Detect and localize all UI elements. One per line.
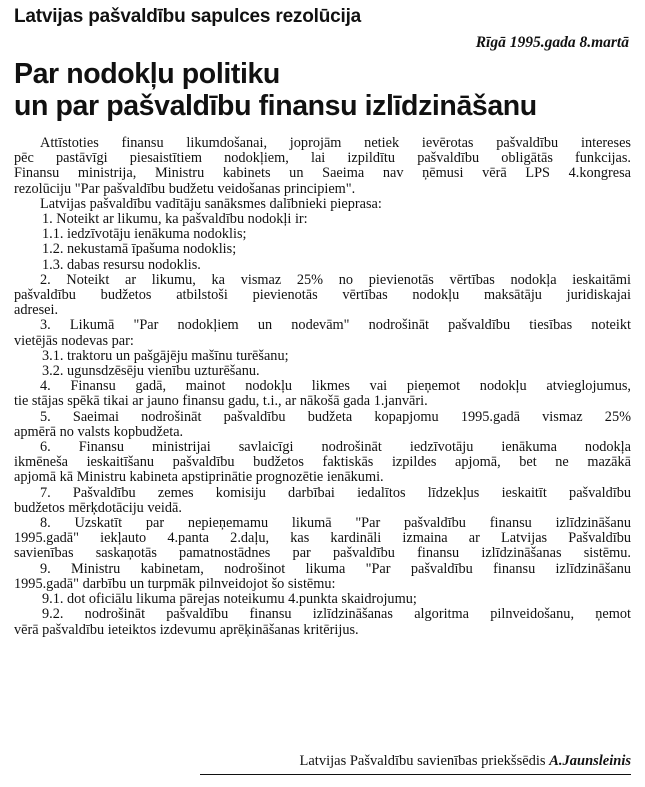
- body-line: rezolūciju "Par pašvaldību budžetu veidošanas principiem".: [14, 181, 356, 197]
- body-line: savienības saskaņotās pamatnostādnes par pašvaldību finansu izlīdzināšanas sistēmu.: [14, 546, 631, 562]
- body-line: 2. Noteikt ar likumu, ka vismaz 25% no pievienotās vērtības nodokļa ieskaitāmi: [40, 272, 631, 288]
- signature-name: A.Jaunsleinis: [549, 753, 631, 769]
- body-line: pašvaldību budžetos atbilstoši pievienotās vērtības nodokļu maksātāju juridiskajai: [14, 288, 631, 304]
- article-body: [14, 136, 631, 638]
- dateline: Rīgā 1995.gada 8.martā: [475, 34, 629, 51]
- bottom-rule: [200, 774, 631, 775]
- body-line: adresei.: [14, 303, 59, 319]
- body-line: 1995.gadā" darbību un turpmāk pilnveidojot šo sistēmu:: [14, 576, 336, 592]
- title-line-1: Par nodokļu politiku: [14, 58, 280, 90]
- article-title: [14, 58, 537, 122]
- body-line: 3. Likumā "Par nodokļiem un nodevām" nodrošināt pašvaldību tiesības noteikt: [40, 318, 631, 334]
- body-line: 1.1. iedzīvotāju ienākuma nodoklis;: [42, 227, 247, 243]
- body-line: budžetos mērķdotāciju veidā.: [14, 500, 182, 516]
- title-line-2: un par pašvaldību finansu izlīdzināšanu: [14, 90, 537, 122]
- body-line: 8. Uzskatīt par nepieņemamu likumā "Par pašvaldību finansu izlīdzināšanu: [40, 516, 631, 532]
- body-line: pēc pastāvīgi piesaistītiem nodokļiem, lai izpildītu pašvaldību obligātās funkcijas.: [14, 151, 631, 167]
- body-line: 7. Pašvaldību zemes komisiju darbībai iedalītos līdzekļus ieskaitīt pašvaldību: [40, 485, 631, 501]
- body-line: Attīstoties finansu likumdošanai, joprojām netiek ievērotas pašvaldību intereses: [40, 136, 631, 151]
- body-line: apjomā kā Ministru kabineta apstiprinātie prognozētie ienākumi.: [14, 470, 384, 486]
- body-line: 1.2. nekustamā īpašuma nodoklis;: [42, 242, 237, 258]
- resolution-header: Latvijas pašvaldību sapulces rezolūcija: [14, 6, 362, 27]
- signature-role: Latvijas Pašvaldību savienības priekšsēdis: [299, 753, 546, 769]
- body-line: apmērā no valsts kopbudžeta.: [14, 424, 184, 440]
- body-line: tie stājas spēkā tikai ar jauno finansu gadu, t.i., ar nākošā gada 1.janvāri.: [14, 394, 428, 410]
- body-line: 1. Noteikt ar likumu, ka pašvaldību nodokļi ir:: [42, 212, 308, 228]
- body-line: 9.1. dot oficiālu likuma pārejas noteikumu 4.punkta skaidrojumu;: [42, 592, 417, 608]
- body-line: 1.3. dabas resursu nodoklis.: [42, 257, 201, 273]
- body-line: vietējās nodevas par:: [14, 333, 134, 349]
- signature: [300, 753, 631, 770]
- body-line: 9.2. nodrošināt pašvaldību finansu izlīdzināšanas algoritma pilnveidošanu, ņemot: [42, 607, 631, 623]
- body-line: 9. Ministru kabinetam, nodrošinot likuma "Par pašvaldību finansu izlīdzināšanu: [40, 561, 631, 577]
- body-line: 3.1. traktoru un pašgājēju mašīnu turēšanu;: [42, 348, 289, 364]
- body-line: 4. Finansu gadā, mainot nodokļu likmes vai pieņemot nodokļu atvieglojumus,: [40, 379, 631, 395]
- body-line: ikmēneša ieskaitīšanu pašvaldību budžetos faktiskās izpildes apjomā, bet ne mazākā: [14, 455, 631, 471]
- body-line: Latvijas pašvaldību vadītāju sanāksmes dalībnieki pieprasa:: [40, 196, 382, 212]
- body-line: 1995.gadā" iekļauto 4.panta 2.daļu, kas kardināli izmaina ar Latvijas Pašvaldību: [14, 531, 631, 547]
- body-line: vērā pašvaldību ieteiktos izdevumu aprēķināšanas kritērijus.: [14, 622, 359, 638]
- body-line: 5. Saeimai nodrošināt pašvaldību budžeta kopapjomu 1995.gadā vismaz 25%: [40, 409, 631, 425]
- body-line: 3.2. ugunsdzēsēju vienību uzturēšanu.: [42, 364, 260, 380]
- body-line: Finansu ministrija, Ministru kabinets un Saeima nav ņēmusi vērā LPS 4.kongresa: [14, 166, 631, 182]
- body-line: 6. Finansu ministrijai savlaicīgi nodrošināt iedzīvotāju ienākuma nodokļa: [40, 440, 631, 456]
